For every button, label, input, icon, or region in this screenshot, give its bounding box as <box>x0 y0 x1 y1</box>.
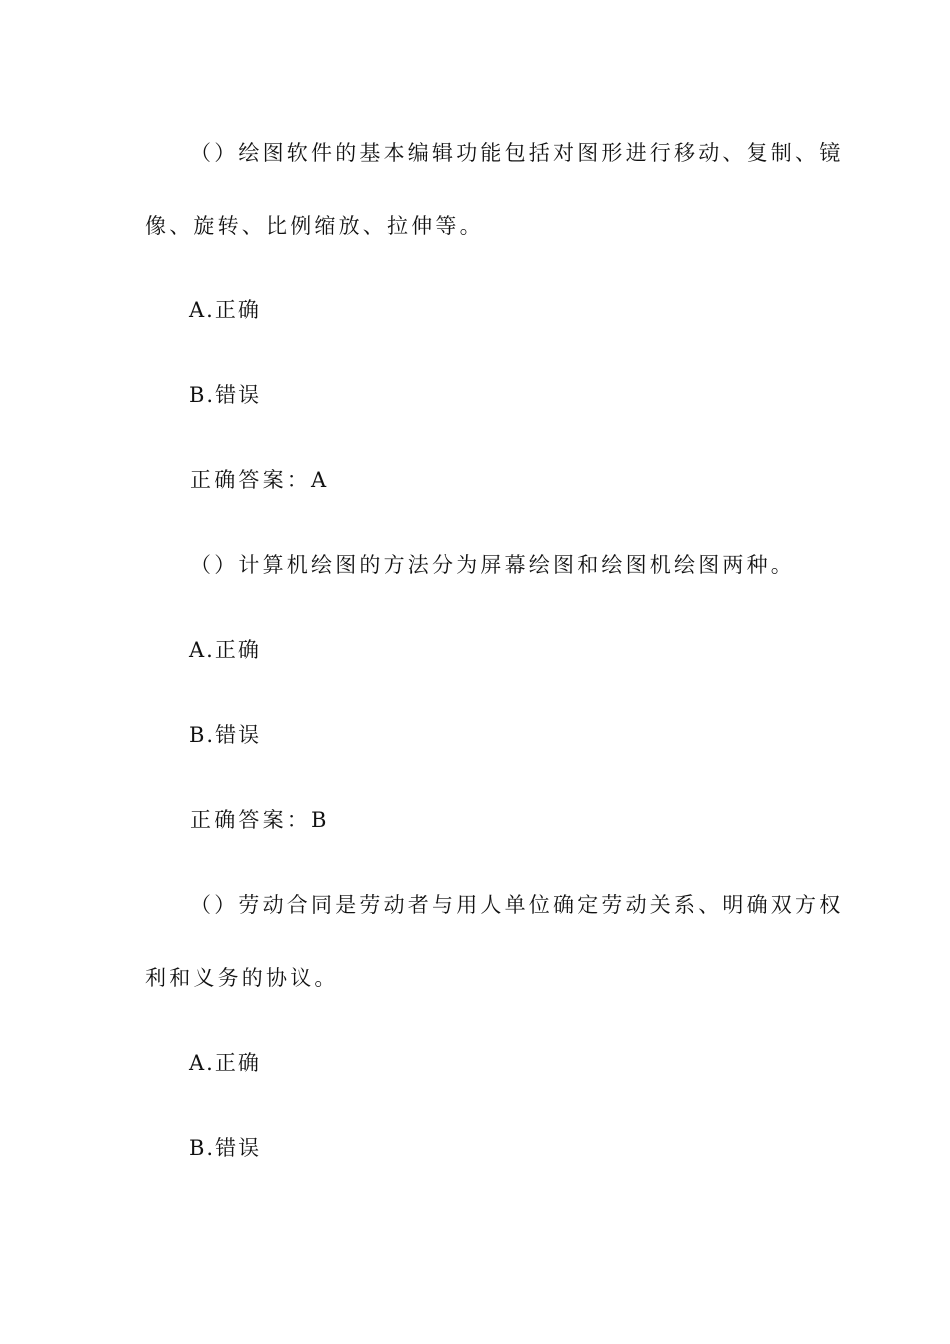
question-1-stem-line-2: 像、旋转、比例缩放、拉伸等。 <box>145 214 484 238</box>
question-3-option-a: A.正确 <box>189 1051 261 1075</box>
question-2-option-a: A.正确 <box>189 638 261 662</box>
question-1-option-a: A.正确 <box>189 298 261 322</box>
question-1-answer: 正确答案：A <box>190 468 330 492</box>
question-2-stem-line-1: （）计算机绘图的方法分为屏幕绘图和绘图机绘图两种。 <box>190 553 795 577</box>
question-3-stem-line-1: （）劳动合同是劳动者与用人单位确定劳动关系、明确双方权 <box>190 893 844 917</box>
question-1-stem-line-1: （）绘图软件的基本编辑功能包括对图形进行移动、复制、镜 <box>190 141 844 165</box>
question-1-option-b: B.错误 <box>189 383 262 407</box>
question-2-answer: 正确答案：B <box>190 808 330 832</box>
question-2-option-b: B.错误 <box>189 723 262 747</box>
question-3-option-b: B.错误 <box>189 1136 262 1160</box>
question-3-stem-line-2: 利和义务的协议。 <box>145 966 339 990</box>
